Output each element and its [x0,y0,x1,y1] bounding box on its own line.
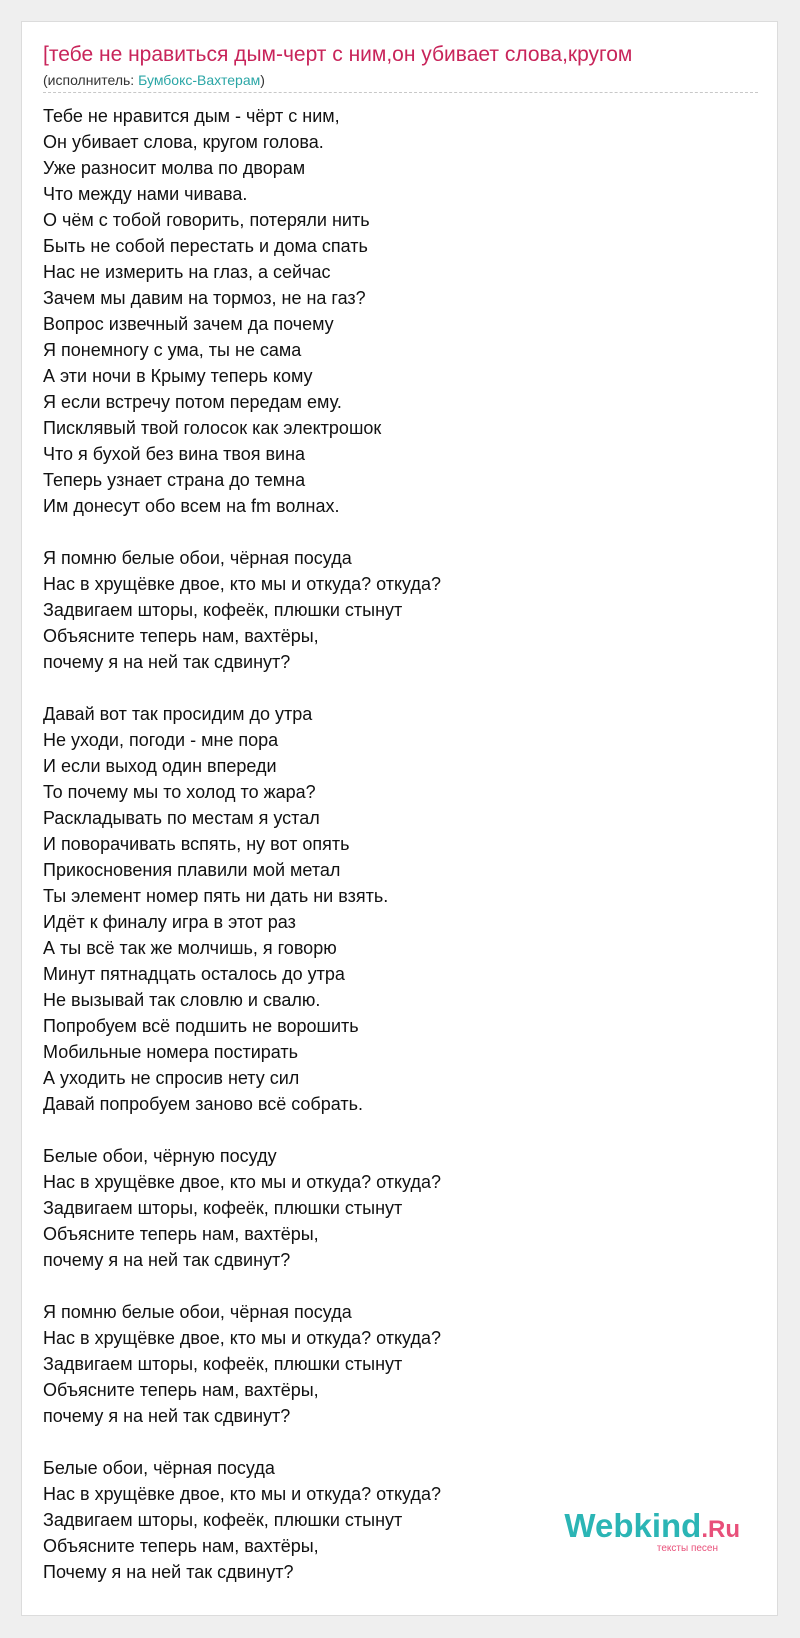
lyric-line: Объясните теперь нам, вахтёры, [43,1224,319,1244]
lyric-line: Прикосновения плавили мой метал [43,860,341,880]
lyric-line: Раскладывать по местам я устал [43,808,320,828]
lyric-line: почему я на ней так сдвинут? [43,1250,291,1270]
lyric-line: Нас в хрущёвке двое, кто мы и откуда? откуда? [43,1172,441,1192]
lyric-line: Я если встречу потом передам ему. [43,392,342,412]
performer-prefix: (исполнитель: [43,72,139,88]
lyric-line: Что между нами чивава. [43,184,248,204]
stanza-break [43,675,758,701]
lyric-line: А эти ночи в Крыму теперь кому [43,366,313,386]
lyric-line: Что я бухой без вина твоя вина [43,444,306,464]
logo-tagline: тексты песен [656,1543,718,1554]
lyric-line: Нас не измерить на глаз, а сейчас [43,262,331,282]
lyric-line: Объясните теперь нам, вахтёры, [43,1380,319,1400]
lyric-line: Не вызывай так словлю и свалю. [43,990,321,1010]
lyric-line: почему я на ней так сдвинут? [43,652,291,672]
lyric-line: Я помню белые обои, чёрная посуда [43,548,352,568]
lyric-line: Минут пятнадцать осталось до утра [43,964,345,984]
lyric-line: Я помню белые обои, чёрная посуда [43,1302,352,1322]
performer-link[interactable]: Бумбокс-Вахтерам [138,72,261,88]
lyric-line: Белые обои, чёрная посуда [43,1458,275,1478]
lyric-line: Ты элемент номер пять ни дать ни взять. [43,886,389,906]
lyric-line: Попробуем всё подшить не ворошить [43,1016,359,1036]
lyric-line: А ты всё так же молчишь, я говорю [43,938,337,958]
lyrics-card [21,21,778,1616]
lyric-line: Нас в хрущёвке двое, кто мы и откуда? откуда? [43,1484,441,1504]
lyric-line: почему я на ней так сдвинут? [43,1406,291,1426]
lyric-line: Зачем мы давим на тормоз, не на газ? [43,288,366,308]
lyric-line: Быть не собой перестать и дома спать [43,236,368,256]
song-title: [тебе не нравиться дым-черт с ним,он убивает слова,кругом [43,43,633,66]
lyric-line: То почему мы то холод то жара? [43,782,316,802]
lyric-line: Мобильные номера постирать [43,1042,299,1062]
lyric-line: И поворачивать вспять, ну вот опять [43,834,350,854]
lyric-line: Не уходи, погоди - мне пора [43,730,279,750]
lyric-line: Писклявый твой голосок как электрошок [43,418,382,438]
title-divider [43,92,758,93]
stanza-break [43,1117,758,1143]
lyric-line: Задвигаем шторы, кофеёк, плюшки стынут [43,600,403,620]
site-logo[interactable] [564,1509,740,1554]
stanza-break [43,1273,758,1299]
lyric-line: Давай вот так просидим до утра [43,704,313,724]
lyric-line: Уже разносит молва по дворам [43,158,306,178]
performer-suffix: ) [260,72,265,88]
lyric-line: Нас в хрущёвке двое, кто мы и откуда? откуда? [43,574,441,594]
lyric-line: Теперь узнает страна до темна [43,470,306,490]
lyric-line: Задвигаем шторы, кофеёк, плюшки стынут [43,1354,403,1374]
lyric-line: Давай попробуем заново всё собрать. [43,1094,363,1114]
lyric-line: Задвигаем шторы, кофеёк, плюшки стынут [43,1510,403,1530]
lyric-line: Идёт к финалу игра в этот раз [43,912,296,932]
lyric-line: Белые обои, чёрную посуду [43,1146,277,1166]
lyric-line: И если выход один впереди [43,756,277,776]
lyric-line: Задвигаем шторы, кофеёк, плюшки стынут [43,1198,403,1218]
lyrics-text [43,103,758,1585]
logo-wordmark [564,1509,740,1547]
lyric-line: Он убивает слова, кругом голова. [43,132,324,152]
stanza-break [43,1429,758,1455]
logo-main-text: Webkind [564,1507,702,1544]
lyric-line: Я понемногу с ума, ты не сама [43,340,302,360]
performer-line [43,71,265,89]
lyric-line: Нас в хрущёвке двое, кто мы и откуда? откуда? [43,1328,441,1348]
logo-tld: .Ru [701,1516,740,1543]
lyric-line: А уходить не спросив нету сил [43,1068,300,1088]
stanza-break [43,519,758,545]
lyric-line: О чём с тобой говорить, потеряли нить [43,210,370,230]
lyric-line: Почему я на ней так сдвинут? [43,1562,294,1582]
lyric-line: Вопрос извечный зачем да почему [43,314,334,334]
lyric-line: Объясните теперь нам, вахтёры, [43,1536,319,1556]
lyric-line: Тебе не нравится дым - чёрт с ним, [43,106,340,126]
lyric-line: Объясните теперь нам, вахтёры, [43,626,319,646]
lyric-line: Им донесут обо всем на fm волнах. [43,496,340,516]
